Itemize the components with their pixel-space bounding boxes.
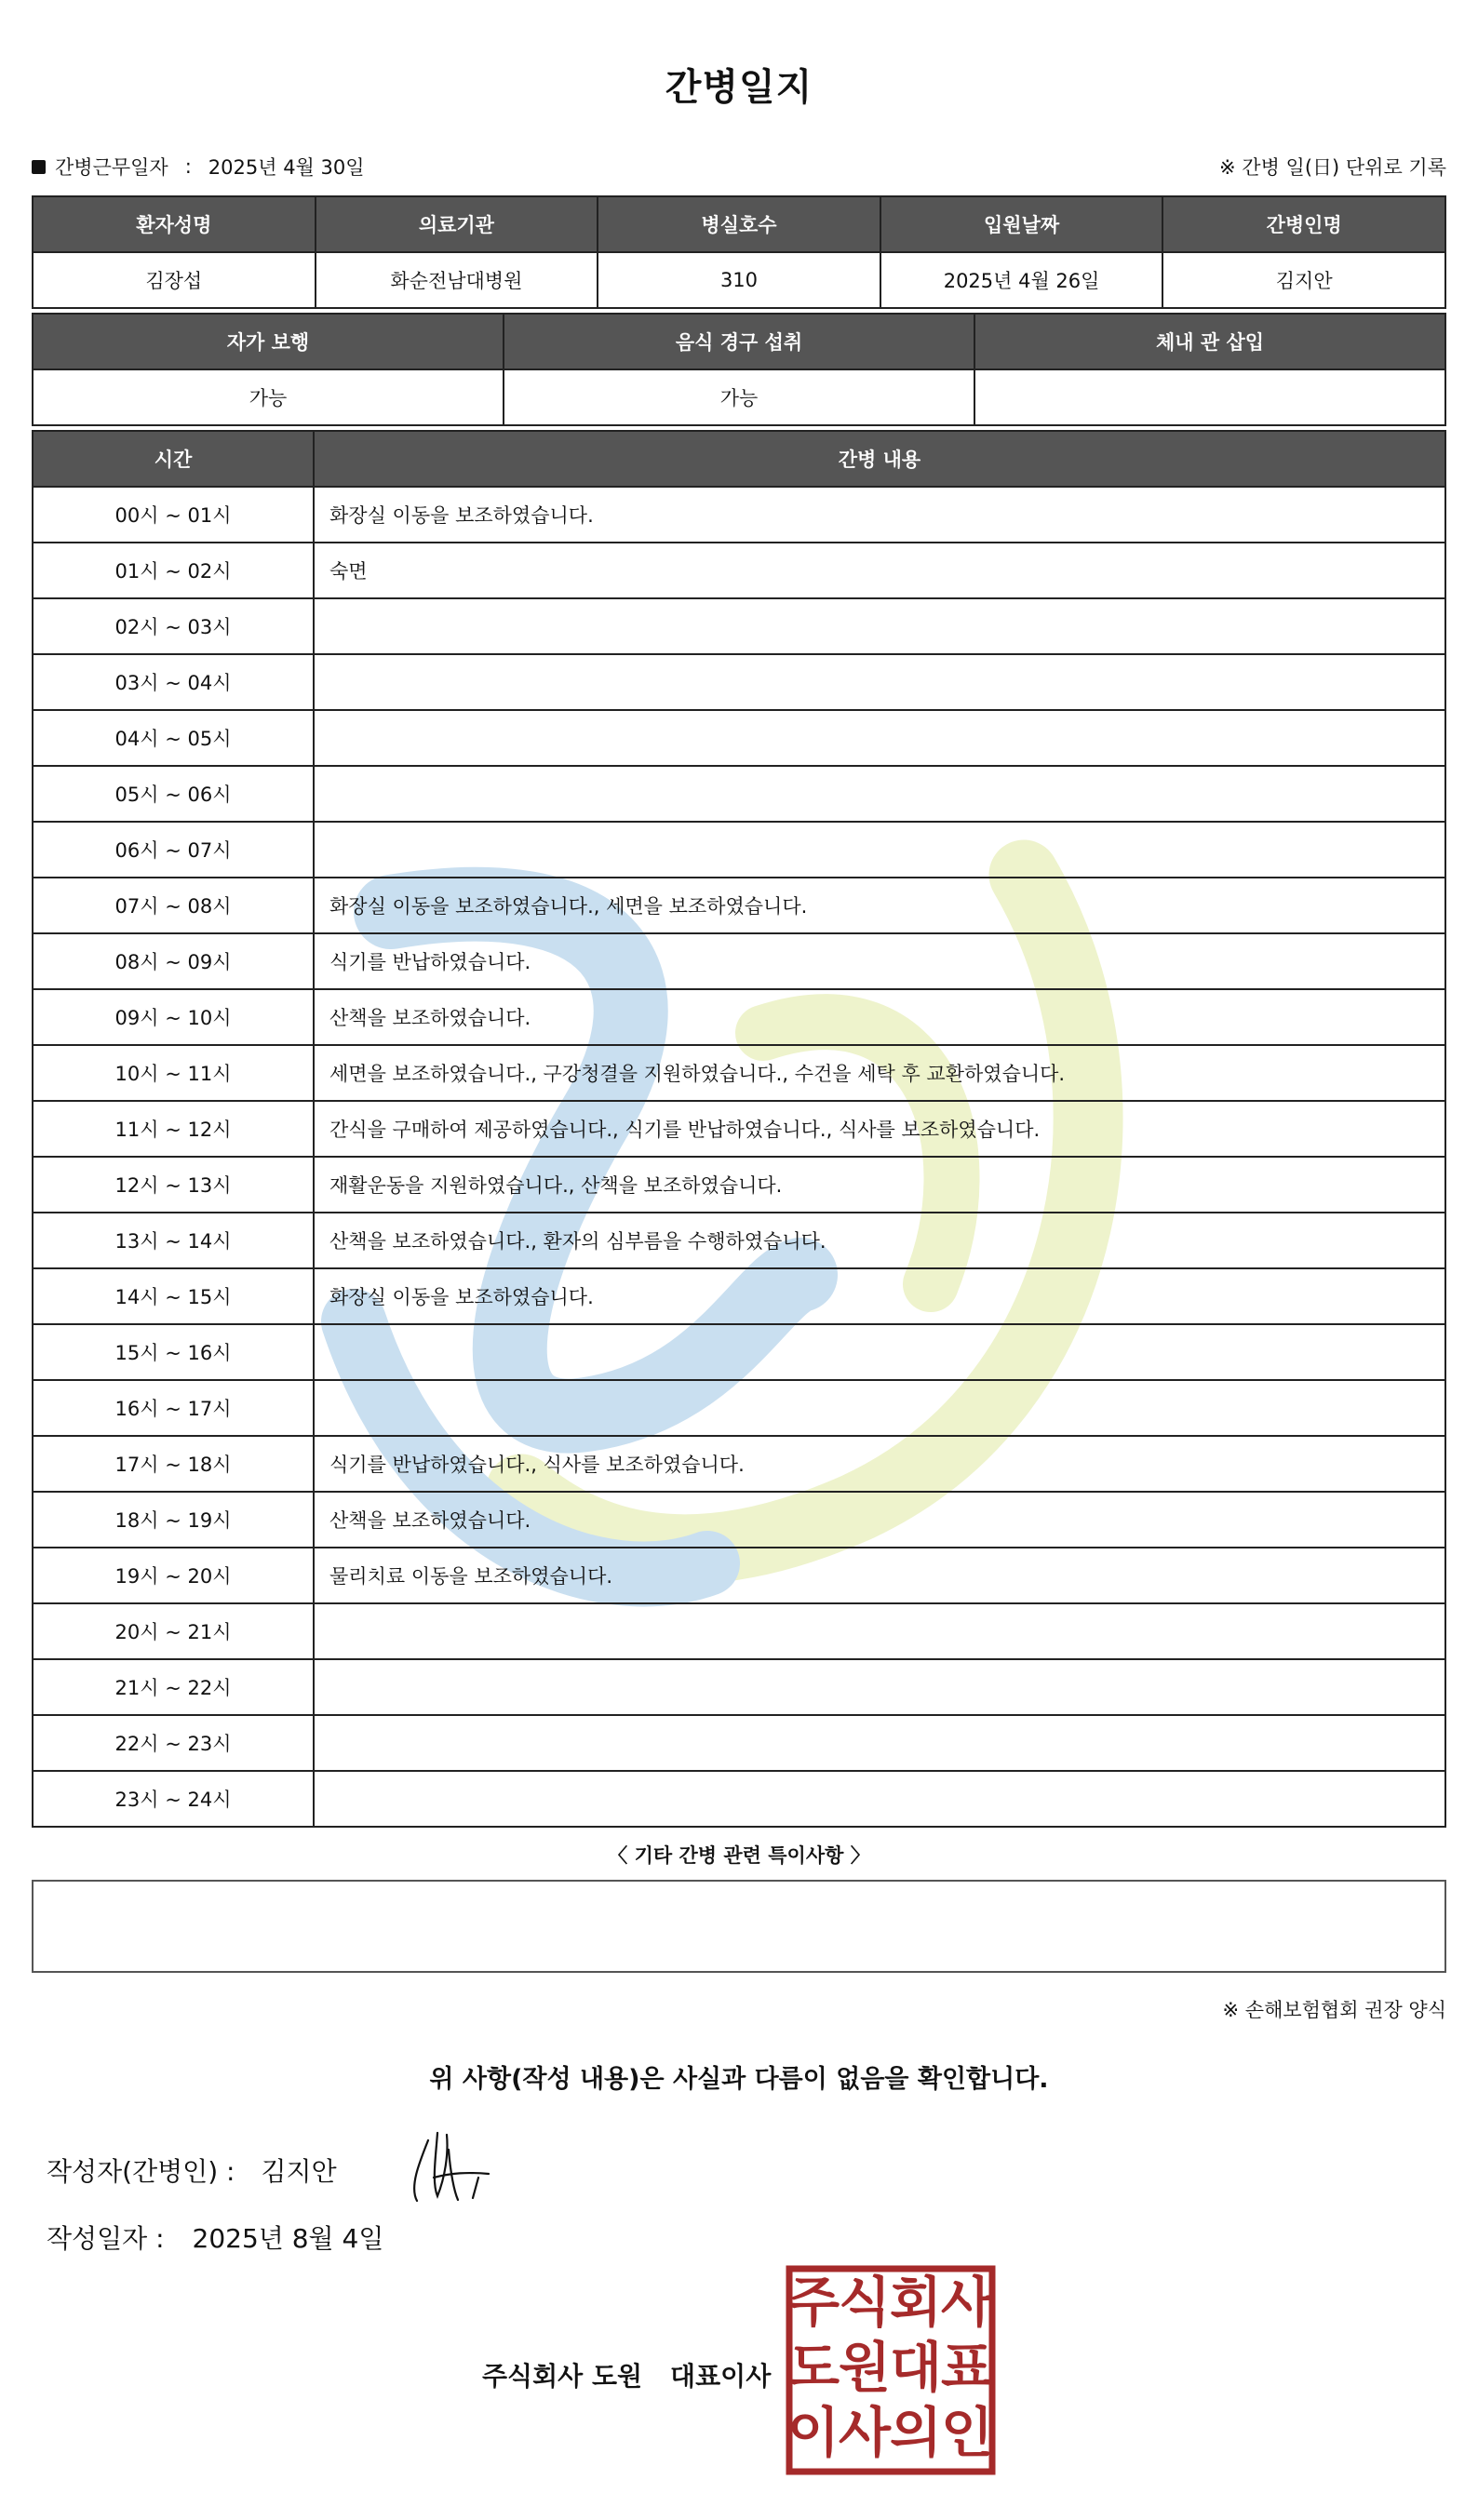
care-content-cell: 재활운동을 지원하였습니다., 산책을 보조하였습니다. <box>314 1157 1445 1213</box>
header-hospital: 의료기관 <box>316 196 598 252</box>
time-cell: 02시 ~ 03시 <box>33 598 314 654</box>
patient-info-table <box>32 195 1446 309</box>
time-cell: 08시 ~ 09시 <box>33 933 314 989</box>
time-cell: 19시 ~ 20시 <box>33 1548 314 1603</box>
care-content-cell: 화장실 이동을 보조하였습니다., 세면을 보조하였습니다. <box>314 878 1445 933</box>
table-row <box>33 1045 1445 1101</box>
seal-character: 의 <box>889 2401 943 2464</box>
time-cell: 12시 ~ 13시 <box>33 1157 314 1213</box>
seal-character: 회 <box>889 2271 943 2334</box>
care-log-body <box>33 487 1445 1827</box>
time-cell: 21시 ~ 22시 <box>33 1659 314 1715</box>
time-cell: 20시 ~ 21시 <box>33 1603 314 1659</box>
care-content-cell: 식기를 반납하였습니다. <box>314 933 1445 989</box>
header-care-content: 간병 내용 <box>314 431 1445 487</box>
care-content-cell: 산책을 보조하였습니다. <box>314 989 1445 1045</box>
seal-character: 주 <box>786 2271 840 2334</box>
work-date <box>32 153 365 181</box>
care-content-cell: 산책을 보조하였습니다., 환자의 심부름을 수행하였습니다. <box>314 1213 1445 1268</box>
care-content-cell <box>314 1771 1445 1827</box>
time-cell: 13시 ~ 14시 <box>33 1213 314 1268</box>
seal-character: 식 <box>838 2271 892 2334</box>
time-cell: 01시 ~ 02시 <box>33 543 314 598</box>
work-date-separator: : <box>184 155 192 178</box>
hospital: 화순전남대병원 <box>316 252 598 308</box>
table-row <box>33 933 1445 989</box>
work-date-value: 2025년 4월 30일 <box>208 156 365 179</box>
time-cell: 07시 ~ 08시 <box>33 878 314 933</box>
table-row <box>33 543 1445 598</box>
bullet-icon <box>32 160 46 174</box>
oral-intake-value: 가능 <box>504 369 974 425</box>
seal-character: 사 <box>940 2271 994 2334</box>
seal-character: 인 <box>940 2401 994 2464</box>
care-content-cell: 화장실 이동을 보조하였습니다. <box>314 1268 1445 1324</box>
patient-status-table <box>32 313 1446 426</box>
care-content-cell <box>314 1380 1445 1436</box>
remarks-title: 〈 기타 간병 관련 특이사항 〉 <box>608 1844 870 1867</box>
table-row <box>33 1101 1445 1157</box>
care-content-cell: 식기를 반납하였습니다., 식사를 보조하였습니다. <box>314 1436 1445 1492</box>
care-log-table <box>32 430 1446 1828</box>
table-row <box>33 1659 1445 1715</box>
table-row <box>33 1213 1445 1268</box>
header-self-walking: 자가 보행 <box>33 314 504 369</box>
table-row <box>33 1324 1445 1380</box>
table-row <box>33 487 1445 543</box>
time-cell: 14시 ~ 15시 <box>33 1268 314 1324</box>
time-cell: 04시 ~ 05시 <box>33 710 314 766</box>
table-row <box>33 766 1445 822</box>
company-seal <box>786 2265 996 2475</box>
admission-date: 2025년 4월 26일 <box>880 252 1163 308</box>
table-row <box>33 1603 1445 1659</box>
written-date-value: 2025년 8월 4일 <box>192 2223 384 2254</box>
care-content-cell <box>314 822 1445 878</box>
care-content-cell: 세면을 보조하였습니다., 구강청결을 지원하였습니다., 수건을 세탁 후 교환하였습니다. <box>314 1045 1445 1101</box>
care-content-cell <box>314 766 1445 822</box>
header-tube-insertion: 체내 관 삽입 <box>974 314 1445 369</box>
time-cell: 23시 ~ 24시 <box>33 1771 314 1827</box>
header-patient-name: 환자성명 <box>33 196 316 252</box>
work-date-label: 간병근무일자 <box>55 156 168 179</box>
time-cell: 00시 ~ 01시 <box>33 487 314 543</box>
written-date-line <box>47 2218 383 2256</box>
seal-character: 이 <box>786 2401 840 2464</box>
care-content-cell: 숙면 <box>314 543 1445 598</box>
written-date-label: 작성일자 : <box>47 2223 165 2254</box>
table-row <box>33 1492 1445 1548</box>
care-content-cell <box>314 1324 1445 1380</box>
care-content-cell <box>314 598 1445 654</box>
author-label: 작성자(간병인) : <box>47 2156 235 2187</box>
table-row <box>33 989 1445 1045</box>
table-row <box>33 1771 1445 1827</box>
company-name: 주식회사 도원 <box>482 2361 643 2392</box>
time-cell: 22시 ~ 23시 <box>33 1715 314 1771</box>
care-content-cell: 간식을 구매하여 제공하였습니다., 식기를 반납하였습니다., 식사를 보조하였습니다. <box>314 1101 1445 1157</box>
author-name: 김지안 <box>261 2156 337 2187</box>
author-line <box>47 2151 337 2189</box>
time-cell: 11시 ~ 12시 <box>33 1101 314 1157</box>
header-room: 병실호수 <box>598 196 880 252</box>
remarks-box <box>32 1880 1446 1973</box>
time-cell: 16시 ~ 17시 <box>33 1380 314 1436</box>
table-row <box>33 1157 1445 1213</box>
table-row <box>33 1548 1445 1603</box>
seal-character: 원 <box>838 2336 892 2399</box>
care-content-cell <box>314 710 1445 766</box>
time-cell: 17시 ~ 18시 <box>33 1436 314 1492</box>
care-content-cell <box>314 1603 1445 1659</box>
table-row <box>33 1715 1445 1771</box>
header-time: 시간 <box>33 431 314 487</box>
patient-name: 김장섭 <box>33 252 316 308</box>
care-content-cell: 화장실 이동을 보조하였습니다. <box>314 487 1445 543</box>
time-cell: 10시 ~ 11시 <box>33 1045 314 1101</box>
time-cell: 05시 ~ 06시 <box>33 766 314 822</box>
tube-insertion-value <box>974 369 1445 425</box>
time-cell: 09시 ~ 10시 <box>33 989 314 1045</box>
table-row <box>33 1268 1445 1324</box>
header-admission-date: 입원날짜 <box>880 196 1163 252</box>
care-content-cell <box>314 654 1445 710</box>
signature-image <box>400 2122 493 2215</box>
care-content-cell <box>314 1659 1445 1715</box>
table-row <box>33 654 1445 710</box>
table-row <box>33 822 1445 878</box>
table-row <box>33 1380 1445 1436</box>
time-cell: 15시 ~ 16시 <box>33 1324 314 1380</box>
table-row <box>33 1436 1445 1492</box>
table-row <box>33 878 1445 933</box>
room-number: 310 <box>598 252 880 308</box>
document-title: 간병일지 <box>665 66 813 109</box>
record-note: ※ 간병 일(日) 단위로 기록 <box>1219 156 1446 179</box>
time-cell: 06시 ~ 07시 <box>33 822 314 878</box>
association-note: ※ 손해보험협회 권장 양식 <box>1222 1999 1446 2021</box>
care-content-cell: 산책을 보조하였습니다. <box>314 1492 1445 1548</box>
table-row <box>33 710 1445 766</box>
seal-character: 대 <box>889 2336 943 2399</box>
caregiver-name: 김지안 <box>1162 252 1445 308</box>
care-content-cell: 물리치료 이동을 보조하였습니다. <box>314 1548 1445 1603</box>
confirmation-statement: 위 사항(작성 내용)은 사실과 다름이 없음을 확인합니다. <box>429 2065 1049 2094</box>
seal-character: 사 <box>838 2401 892 2464</box>
seal-character: 도 <box>786 2336 840 2399</box>
table-row <box>33 598 1445 654</box>
care-content-cell <box>314 1715 1445 1771</box>
header-caregiver-name: 간병인명 <box>1162 196 1445 252</box>
representative-title: 대표이사 <box>670 2361 772 2392</box>
company-line <box>482 2356 771 2393</box>
time-cell: 18시 ~ 19시 <box>33 1492 314 1548</box>
header-oral-intake: 음식 경구 섭취 <box>504 314 974 369</box>
self-walking-value: 가능 <box>33 369 504 425</box>
seal-character: 표 <box>940 2336 994 2399</box>
time-cell: 03시 ~ 04시 <box>33 654 314 710</box>
